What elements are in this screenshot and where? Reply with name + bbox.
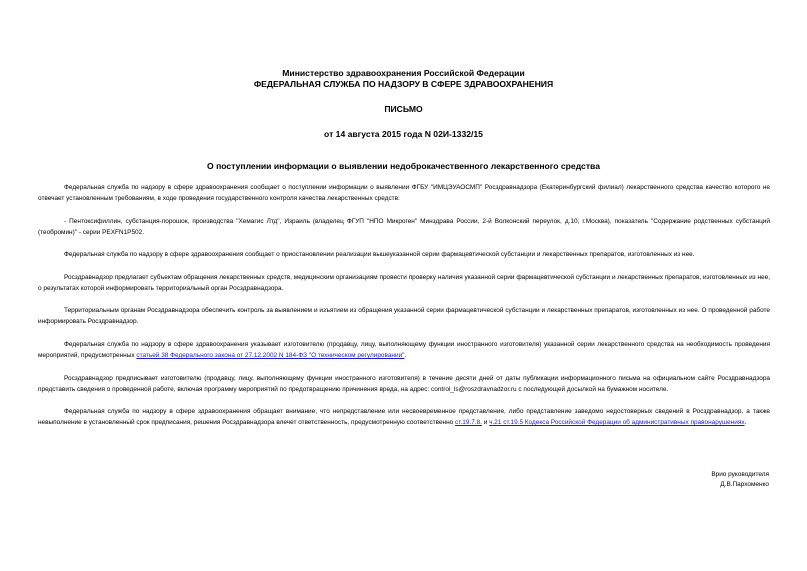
- document-type: ПИСЬМО: [384, 104, 423, 114]
- paragraph-6-text: Федеральная служба по надзору в сфере здравоохранения указывает изготовителю (продавцу, лицу, выполняющему функции иностранного изготовителя) указанной серии лекарственного средства на необходимость проведения мероприятий, предусмотренных: [38, 340, 770, 359]
- paragraph-8-text: Федеральная служба по надзору в сфере здравоохранения обращает внимание, что непредставление или несвоевременное представление, либо представление заведомо недостоверных сведений в Росздравнадзор, а также невыполнение в установленный срок предписания, решения Росздравнадзора влечет ответственность, предусмотренную соответственно: [38, 408, 770, 427]
- paragraph-4: Росздравнадзор предлагает субъектам обращения лекарственных средств, медицинским организациям провести проверку наличия указанной серии фармацевтической субстанции и лекарственных препаратов, изготовленных из нее, о результатах которой информировать территориальный орган Росздравнадзора.: [38, 273, 770, 292]
- document-date-number: от 14 августа 2015 года N 02И-1332/15: [324, 129, 483, 139]
- paragraph-5: Территориальным органам Росздравнадзора обеспечить контроль за выявлением и изъятием из обращения указанной серии фармацевтической субстанции и лекарственных препаратов, изготовленных из нее. О проведенной работе информировать Росздравнадзор.: [38, 307, 770, 326]
- signature-name: Д.В.Пархоменко: [720, 481, 769, 488]
- paragraph-2: - Пентоксифиллин, субстанция-порошок, производства "Хемагис Лтд", Израиль (владелец ФГУП "НПО Микроген" Минздрава России, 2-й Волконский переулок, д.10, г.Москва), показатель "Содержание родственных субстанций (теобромин)" - серии PEXFN1P502.: [38, 217, 770, 236]
- service-name: ФЕДЕРАЛЬНАЯ СЛУЖБА ПО НАДЗОРУ В СФЕРЕ ЗДРАВООХРАНЕНИЯ: [253, 79, 554, 89]
- koap-19-5-link[interactable]: ч.21 ст.19.5 Кодекса Российской Федерации об административных правонарушениях: [489, 419, 745, 427]
- paragraph-7: Росздравнадзор предписывает изготовителю (продавцу, лицу, выполняющему функции иностранного изготовителя) в течение десяти дней от даты публикации информационного письма на официальном сайте Росздравнадзора представить сведения о проведенной работе, включая программу мероприятий по предотвращению причинения вреда, на адрес: control_ls@roszdravnadzor.ru с последующей досылкой на бумажном носителе.: [38, 374, 770, 393]
- article-19-7-8-link[interactable]: ст.19.7.8.: [455, 419, 482, 427]
- signature-block: [711, 470, 769, 490]
- law-184-fz-link[interactable]: статьей 38 Федерального закона от 27.12.2002 N 184-ФЗ "О техническом регулировании": [136, 351, 405, 359]
- ministry-name: Министерство здравоохранения Российской Федерации: [282, 68, 525, 78]
- paragraph-3: Федеральная служба по надзору в сфере здравоохранения сообщает о приостановлении реализации вышеуказанной серии фармацевтической субстанции и лекарственных препаратов, изготовленных из нее.: [64, 251, 695, 259]
- paragraph-8-end: .: [744, 419, 747, 427]
- paragraph-8: [38, 406, 770, 428]
- paragraph-8-mid: и: [481, 419, 490, 427]
- document-header: [0, 68, 807, 172]
- paragraph-6-end: .: [404, 351, 407, 359]
- document-body: [38, 182, 770, 440]
- signature-position: Врио руководителя: [711, 471, 769, 478]
- paragraph-6: [38, 339, 770, 361]
- document-title: О поступлении информации о выявлении недоброкачественного лекарственного средства: [207, 161, 600, 171]
- paragraph-1: Федеральная служба по надзору в сфере здравоохранения сообщает о поступлении информации о выявлении ФГБУ "ИМЦЭУАОСМП" Росздравнадзора (Екатеринбургский филиал) лекарственного средства качество которого не отвечает установленным требованиям, в ходе проведения государственного контроля качества лекарственных средств:: [38, 184, 770, 202]
